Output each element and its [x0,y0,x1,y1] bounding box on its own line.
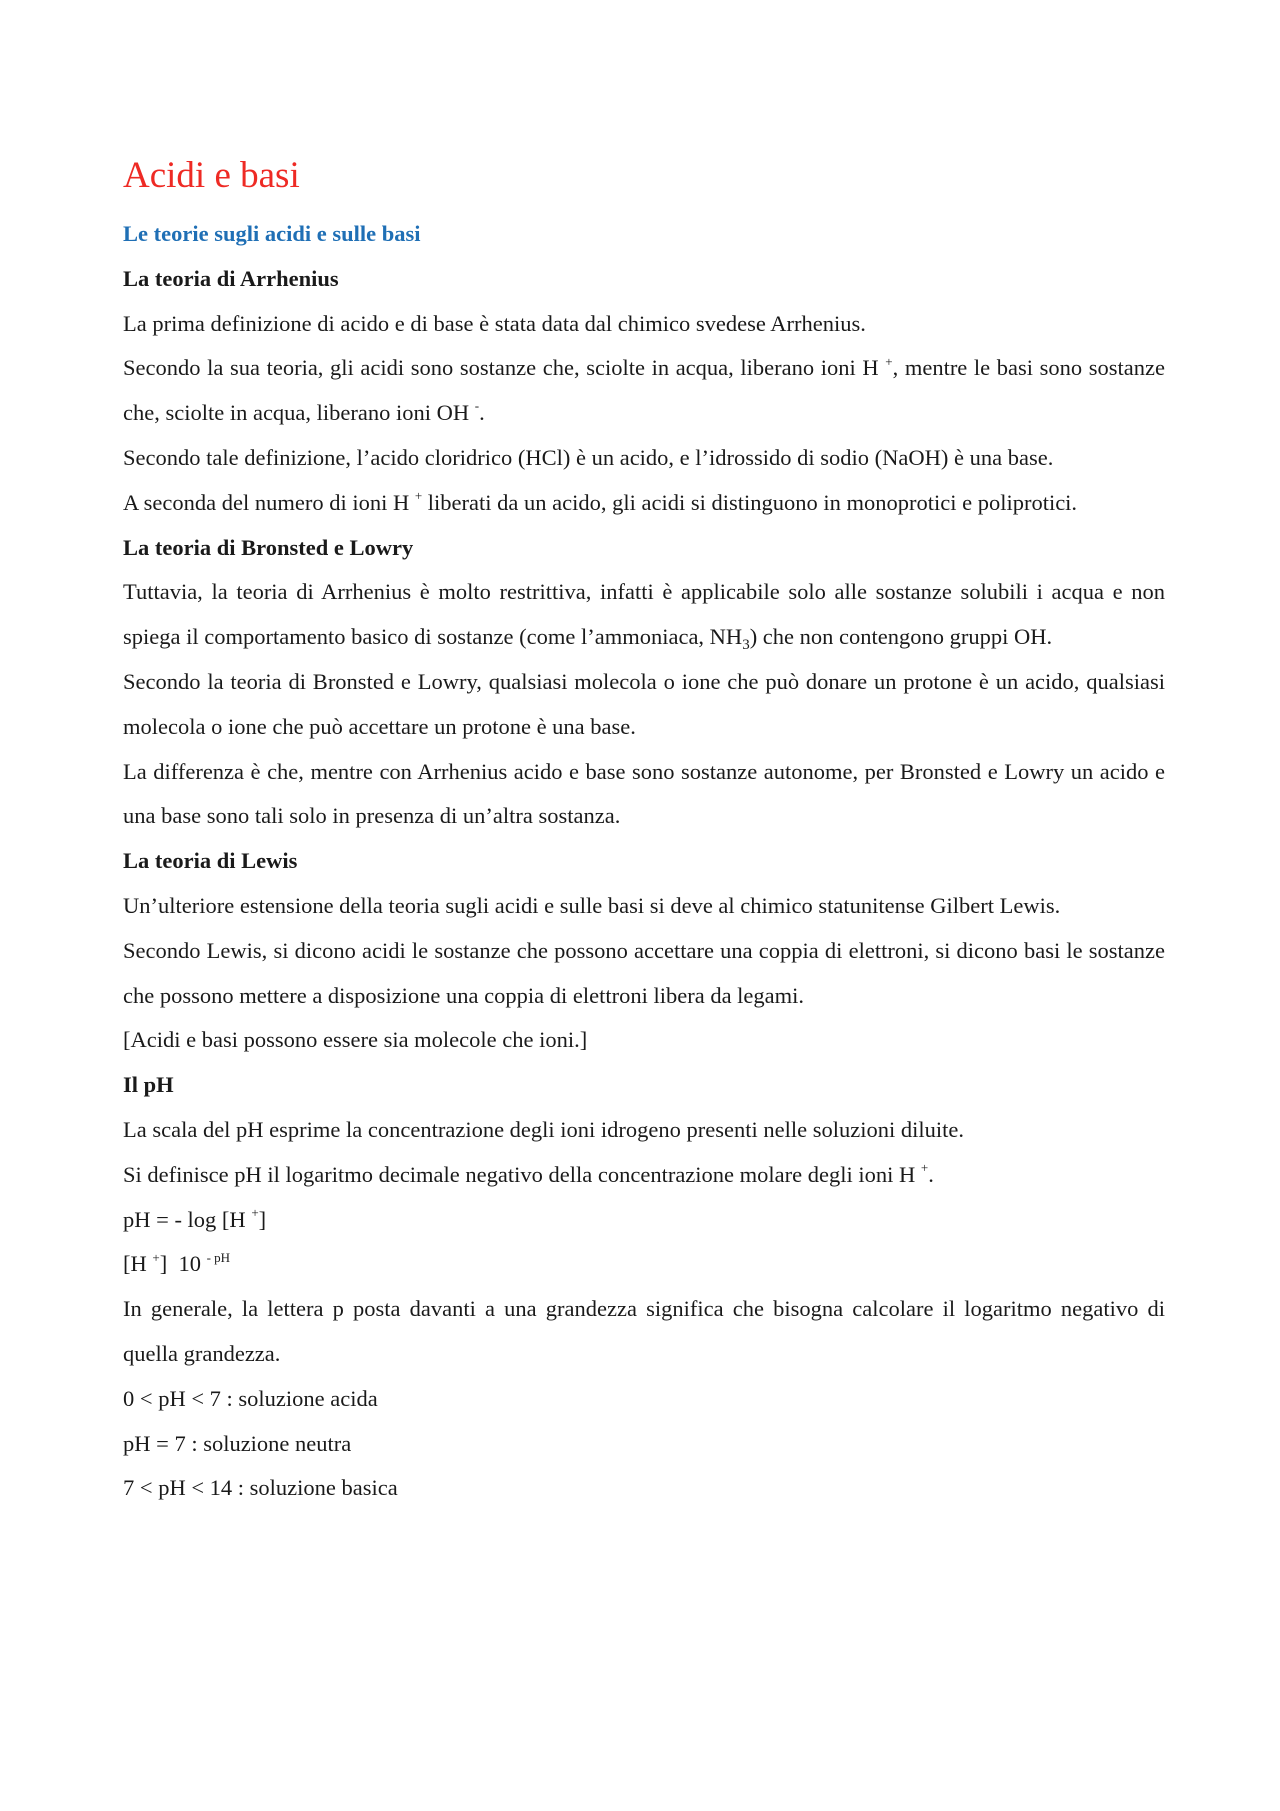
paragraph-arrhenius-3: Secondo tale definizione, l’acido cloridrico (HCl) è un acido, e l’idrossido di sodio (NaOH) è una base. [123,444,1054,470]
superscript-plus: + [885,353,893,369]
superscript-plus: + [414,488,423,504]
superscript-plus: + [251,1204,259,1220]
superscript-plus: + [152,1249,160,1265]
formula-h-concentration: [H +] 10 $^{- pH}$ [123,1249,231,1277]
paragraph-ph-2: Si definisce pH il logaritmo decimale negativo della concentrazione molare degli ioni H +. [123,1159,934,1187]
heading-bronsted-lowry: La teoria di Bronsted e Lowry [123,534,414,560]
paragraph-lewis-2: Secondo Lewis, si dicono acidi le sostanze che possono accettare una coppia di elettroni, si dicono basi le sostanze che possono mettere a disposizione una coppia di elettroni libera da legami. [123,937,1165,1008]
paragraph-bronsted-3: La differenza è che, mentre con Arrhenius acido e base sono sostanze autonome, per Bronsted e Lowry un acido e una base sono tali solo in presenza di un’altra sostanza. [123,758,1165,829]
ph-range-basic: 7 < pH < 14 : soluzione basica [123,1475,398,1501]
section-subtitle: Le teorie sugli acidi e sulle basi [123,221,421,246]
superscript-minus: - [474,398,480,414]
ph-range-neutral: pH = 7 : soluzione neutra [123,1430,352,1456]
paragraph-arrhenius-1: La prima definizione di acido e di base è stata data dal chimico svedese Arrhenius. [123,310,866,336]
subscript-three: 3 [742,636,750,653]
superscript-minus-ph: - pH [206,1249,231,1265]
paragraph-arrhenius-4: A seconda del numero di ioni H + liberati da un acido, gli acidi si distinguono in monoprotici e poliprotici. [123,488,1078,515]
heading-arrhenius: La teoria di Arrhenius [123,265,339,291]
paragraph-arrhenius-2: Secondo la sua teoria, gli acidi sono sostanze che, sciolte in acqua, liberano ioni H +, mentre le basi sono sostanze che, sciolte in acqua, liberano ioni OH -. [123,353,1165,426]
paragraph-lewis-3: [Acidi e basi possono essere sia molecole che ioni.] [123,1027,588,1053]
paragraph-lewis-1: Un’ulteriore estensione della teoria sugli acidi e sulle basi si deve al chimico statunitense Gilbert Lewis. [123,892,1061,918]
paragraph-ph-1: La scala del pH esprime la concentrazione degli ioni idrogeno presenti nelle soluzioni diluite. [123,1116,964,1142]
superscript-plus: + [920,1159,929,1175]
document-title: Acidi e basi [123,155,300,196]
paragraph-bronsted-2: Secondo la teoria di Bronsted e Lowry, qualsiasi molecola o ione che può donare un protone è un acido, qualsiasi molecola o ione che può accettare un protone è una base. [123,668,1165,739]
paragraph-bronsted-1: Tuttavia, la teoria di Arrhenius è molto restrittiva, infatti è applicabile solo alle sostanze solubili i acqua e non spiega il comportamento basico di sostanze (come l’ammoniaca, $NH_3$) che non contengono gruppi OH. [123,579,1165,653]
ph-range-acid: 0 < pH < 7 : soluzione acida [123,1385,378,1411]
paragraph-ph-3: In generale, la lettera p posta davanti a una grandezza significa che bisogna calcolare il logaritmo negativo di quella grandezza. [123,1296,1165,1366]
document-page [123,150,1165,1511]
heading-lewis: La teoria di Lewis [123,848,298,874]
formula-ph: pH = - log [H +] [123,1204,267,1232]
heading-ph: Il pH [123,1072,174,1098]
